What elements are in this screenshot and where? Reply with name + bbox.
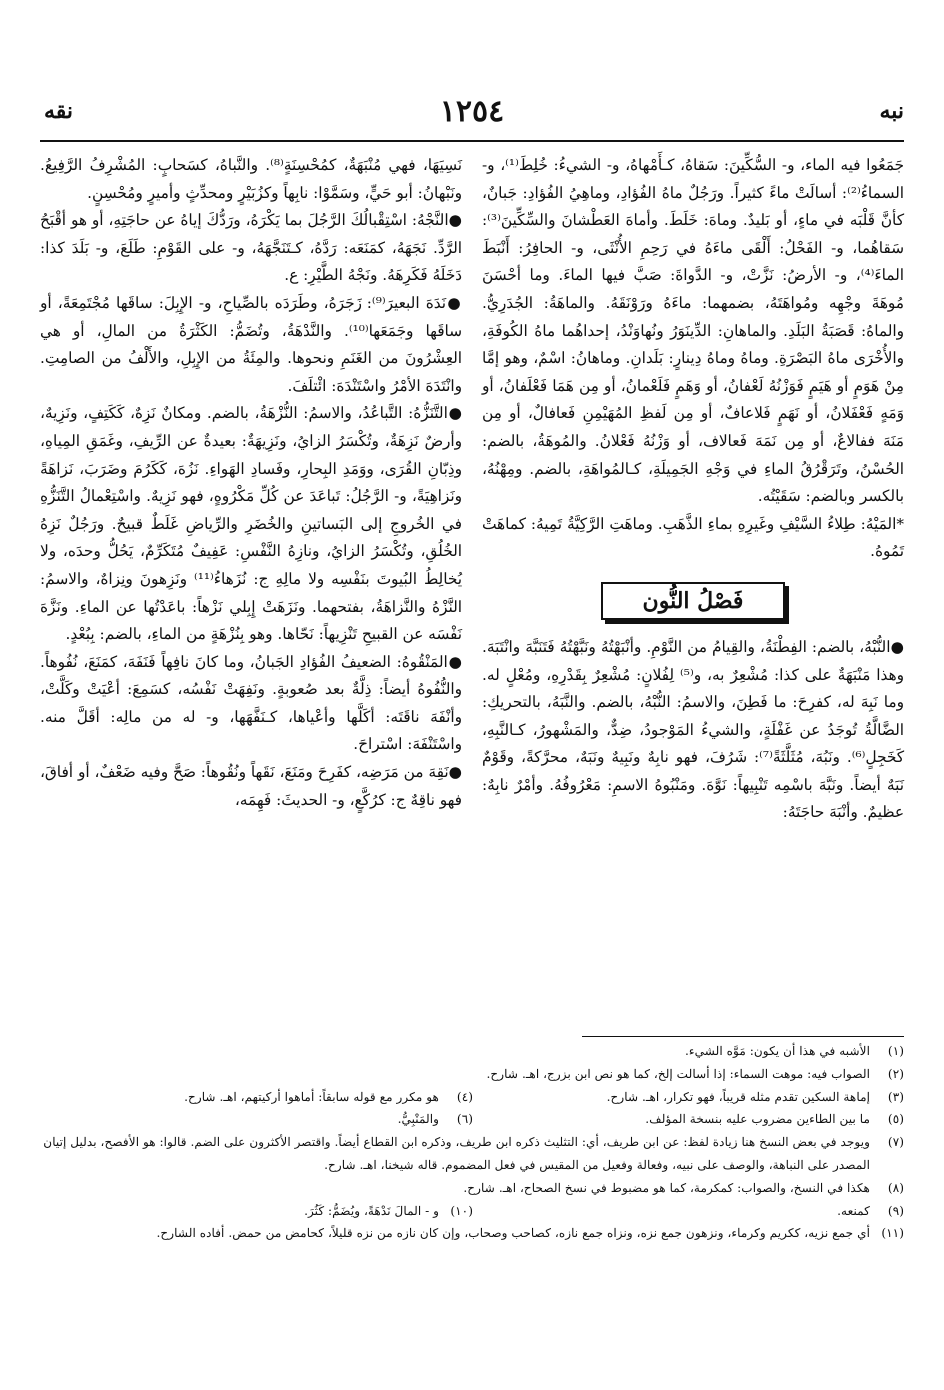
- left-column: [40, 152, 462, 814]
- entry-paragraph: ●النُّبْهُ، بالضم: الفِطْنَةُ، والقِيامُ من النَّوْمِ. وأنْبَهْتُهُ ونَبَّهْتُهُ فَتَنَبَّهَ وانْتَبَهَ. وهذا مَنْبَهَةٌ على كذا: مُشْعِرٌ به، و⁽⁵⁾ لِفُلانٍ: مُشْعِرٌ بِقَدْرِهِ، ومُعْلٍ له. وما نَبِهَ له، كفرِحَ: ما فَطِنَ، والاسمُ: النُّبْهُ، بالضم. والنَّبَهُ، بالتحريكِ: الضَّالَّةُ تُوجَدُ عن غَفْلَةٍ، والشيءُ المَوْجودُ، ضِدٌّ، والمَشْهورُ، كـالنَّبِهِ، كَخَجِلٍ⁽⁶⁾. ونَبُهَ، مُثَلَّثَةً⁽⁷⁾: شَرُفَ، فهو نابِهٌ ونَبِيهٌ ونَبَهٌ، محرَّكةً، وقَوْمٌ نَبَهٌ أيضاً. ونَبَّهَ باسْمِه تَنْبِيهاً: نَوَّهَ. ومَنْبُوهُ الاسمِ: مَعْرُوفُهُ. وأمْرٌ نابِهٌ: عظيمٌ. وأنْبَهَ حاجَتَهُ:: [482, 637, 904, 822]
- footnote-text: الصواب فيه: موهت السماء: إذا أسالت إلخ، كما هو نص ابن بزرج، اهـ. شارح.: [486, 1066, 870, 1081]
- footnote-number: (٧): [887, 1135, 904, 1150]
- entry-paragraph: ●النَّجْهُ: اسْتِقْبالُكَ الرَّجُلَ بما يَكْرَهُ، ورَدُّكَ إياهُ عن حاجَتِهِ، أو هو أقْبَحُ الرَّدِّ. نَجَهَهُ، كمَنَعَه: رَدَّهُ، كـتَنَجَّهَهُ، و- على القَوْمِ: طَلَعَ، و- بَلَدَ كذا: دَخَلَهُ فَكَرِهَهُ. ونَجْهُ الطَّيْرِ: ع.: [40, 211, 462, 285]
- footnotes: [42, 1040, 904, 1245]
- footnote-pair: [42, 1108, 904, 1131]
- footnote-number: (١): [887, 1044, 904, 1058]
- footnote-text: إماهة السكين تقدم مثله قريباً، فهو تكرار، اهـ. شارح.: [606, 1089, 870, 1104]
- footnote-number: (٣): [887, 1089, 904, 1104]
- entry-paragraph: ●المَنْقُوهُ: الضعيفُ الفُؤادِ الجَبانُ، وما كانَ نافِهاً فَنَفَهَ، كمَنَعَ، نُفُوهاً. والنُّفُوهُ أيضاً: ذِلَّةٌ بعد صُعوبةٍ. ونَفِهَتْ نَفْسُه، كسَمِعَ: أعْيَتْ وكَلَّتْ، وأنْفَهَ ناقَتَه: أكَلَّها وأعْياها، كـنَفَّهَها، و- له من مالِه: أقَلَّ منه. واسْتَنْفَهَ: اسْتراحَ.: [40, 652, 462, 754]
- footnote-pair: [42, 1200, 904, 1223]
- entry-paragraph: *المَيْهُ: طِلاءُ السَّيْفِ وغَيرِهِ بماءِ الذَّهَبِ. وماهَتِ الرَّكِيَّةُ تَمِيهُ: كماهَتْ تَمُوهُ.: [482, 514, 904, 561]
- page-number: ١٢٥٤: [439, 94, 505, 129]
- footnote-number: (٤): [456, 1089, 473, 1104]
- footnote-text: أي جمع نزيه، ككريم وكرماء، ونزهون جمع نزه، ونزاه جمع نازه، كصاحب وصحاب، وإن كان نازه من نزه قليلاً، كحامض من حمض. أفاده الشارح.: [156, 1226, 870, 1241]
- footnote-number: (٦): [456, 1112, 473, 1127]
- footnote: [42, 1177, 904, 1200]
- footnote-number: (٩): [887, 1203, 904, 1218]
- footnote-text: هو مكرر مع قوله سابقاً: أماهوا أركيتهم، اهـ. شارح.: [184, 1089, 439, 1104]
- footnote-text: هكذا في النسخ، والصواب: كمكرمة، كما هو مضبوط في نسخ الصحاح، اهـ. شارح.: [463, 1180, 870, 1195]
- entry-paragraph: نَسِيَهَا، فهي مُنْبَهَةٌ، كمُحْسِنَةٍ⁽⁸⁾. والنَّباهُ، كسَحابٍ: المُشْرِفُ الرَّفِيعُ. ونَبْهانُ: أبو حَيٍّ، وسَمَّوْا: نابِهاً وكزُبَيْرٍ ومحدِّثٍ وأميرٍ ومُحْسِنٍ.: [40, 156, 462, 202]
- header-left-word: نقه: [44, 98, 74, 124]
- footnote: [42, 1222, 904, 1245]
- entry-paragraph: ●نَدَهَ البعيرَ⁽⁹⁾: زَجَرَهُ، وطَرَدَه بالصِّياحِ، و- الإِبِلَ: ساقَها مُجْتَمِعَةً، أو ساقَها وجَمَعَها⁽¹⁰⁾. والنَّدْهَةُ، وتُضَمُّ: الكَثْرَةُ من المالِ، أو هي العِشْرُونَ من الغَنَمِ ونحوها. والمِئَةُ من الإِبِلِ، والأَلْفُ من الصامِتِ. وانْتَدَهَ الأمْرُ واسْتَنْدَهَ: ائْتلَفَ.: [40, 293, 463, 395]
- footnote-text: الأشبه في هذا أن يكون: مَوَّه الشيء.: [685, 1044, 870, 1058]
- footnote-number: (٨): [887, 1180, 904, 1195]
- footnote-text: ما بين الطاءين مضروب عليه بنسخة المؤلف.: [645, 1112, 870, 1127]
- entry-paragraph: ●نَقِهَ من مَرَضِه، كفَرِحَ ومَنَعَ، نَقَهاً ونُقُوهاً: صَحَّ وفيه ضَعْفٌ، أو أفاقَ، فهو ناقِهٌ ج: كرُكَّعٍ، و- الحديثَ: فَهِمَه،: [40, 763, 462, 809]
- footnote-text: كمنعه.: [837, 1203, 870, 1218]
- footnote: [42, 1063, 904, 1086]
- right-column: [482, 152, 904, 827]
- footnote-rule: [582, 1036, 904, 1037]
- header-rule: [40, 140, 904, 142]
- footnote-text: ويوجد في بعض النسخ هنا زيادة لفظ: عن ابن طريف، أي: التثليث ذكره ابن طريف، وذكره ابن القطاع أيضاً. واقتصر الأكثرون على الضم. قالوا: هو الأفصح، بدليل إتيان المصدر على النباهة، والوصف على نبيه، وفعالة وفعيل من المقيس في فعل المضموم. قاله شيخنا، اهـ. شارح.: [43, 1135, 870, 1172]
- footnote-number: (٥): [887, 1112, 904, 1127]
- footnote: [42, 1040, 904, 1063]
- footnote: [42, 1131, 904, 1177]
- footnote-text: والمَنْبِيُّ.: [397, 1112, 439, 1127]
- footnote-number: (١١): [881, 1226, 904, 1241]
- entry-paragraph: جَمَعُوا فيه الماء، و- السُّكِّينَ: سَقاهُ، كـأَمْهاهُ، و- الشيءُ: خُلِطَ⁽¹⁾، و- السماءُ⁽²⁾: أسالَتْ ماءً كثيراً. ورَجُلٌ ماهُ الفُؤادِ، وماهِيُ الفُؤادِ: جَبانٌ، كأنَّ قَلْبَه في ماءٍ، أو بَليدٌ. وماهَ: خَلَطَ. وأماهَ العَطْشانَ والسِّكِّينَ⁽³⁾: سَقاهُما، و- الفَحْلُ: أَلْقَى ماءَهُ في رَحِمِ الأُنْثَى، و- الحافِرُ: أَنْبَطَ الماءَ⁽⁴⁾، و- الأرضُ: نَزَّتْ، و- الدَّواةَ: صَبَّ فيها الماءَ. وما أحْسَنَ مُوهَةَ وجْهِه ومُواهَتَهُ، بضمهما: ماءَهُ ورَوْنَقَهُ. والماهَةُ: الجُدَرِيُّ. والماهُ: قَصَبَةُ البَلَدِ. والماهانِ: الدِّينَوَرُ ونُهاوَنْدُ، إحداهُما ماهُ الكُوفَةِ، والأُخْرَى ماهُ البَصْرَةِ. وماهُ وماهُ دِينارٍ: بَلَدانِ. وماهانُ: اسْمٌ، وهو إمَّا مِنْ هَوَمٍ أو هَيَمٍ فَوَزْنُهُ لَعْفانُ، أو وَهَمٍ فَلَعْمانُ، أو مِن هَمَا فَعْلَفانُ، أو وَمَهٍ فَعْفَلانُ، أو نَهَمٍ فَلاعافٌ، أو مِن لَفظِ المُهَيْمِنِ فَعافالٌ، أو مِن مَنَهَ ففالاعٌ، أو مِن نَمَهَ فَعالاف، أو وَزْنُهُ فَعْلانُ. والمُوهَةُ، بالضم: الحُسْنُ، وتَرَقْرُقُ الماءِ في وَجْهِ الجَمِيلَةِ، كـالمُواهَةِ، بالضم. ومِهْنُهُ، بالكسر وبالضم: سَقَيْتُه.: [482, 156, 904, 506]
- entry-paragraph: ●التَّنَزُّهُ: التَّباعُدُ، والاسمُ: النُّزْهَةُ، بالضم. ومكانٌ نَزِهٌ، كَكَتِفٍ، ونَزِيهٌ، وأرضٌ نَزِهَةٌ، وتُكْسَرُ الزايُ، ونَزِيهَةٌ: بعيدةٌ عن الرِّيفِ، وغَمَقِ المِياهِ، وذِبّانِ القُرَى، ووَمَدِ البِحارِ، وفَسادِ الهَواءِ. نَزُهَ، كَكَرُمَ وضَرَبَ، نَزاهَةً ونَزاهِيَةً، و- الرَّجُلُ: تَباعَدَ عن كُلِّ مَكْرُوهٍ، فهو نَزِيهٌ. واسْتِعْمالُ التَّنَزُّهِ في الخُروجِ إلى البَساتينِ والخُضَرِ والرِّياضِ غَلَطٌ قبيحٌ. ورَجُلٌ نَزِهُ الخُلُقِ، وتُكْسَرُ الزايُ، ونازِهُ النَّفْسِ: عَفِيفٌ مُتَكَرِّمٌ، يَحُلُّ وحدَه، ولا يُخالِطُ البُيوتَ بنَفْسِه ولا مالِهِ ج: نُزَهاءُ⁽¹¹⁾ ونَزِهونَ ونِزاهٌ، والاسمُ: النَّزْهُ والنَّزاهَةُ، بفتحهما. ونَزَهَتْ إِبِلي نَزْهاً: باعَدْتُها عن الماءِ. ونَزَّهَ نَفْسَه عن القبيحِ تَنْزِيهاً: نَحّاها. وهو بِنُزْهَةٍ من الماءِ، بالضم: بِبُعْدٍ.: [40, 404, 462, 644]
- section-title: فَصْلُ النُّون: [601, 582, 785, 620]
- footnote-pair: [42, 1086, 904, 1109]
- footnote-number: (١٠): [450, 1203, 473, 1218]
- header-right-word: نبه: [879, 98, 904, 124]
- footnote-number: (٢): [887, 1066, 904, 1081]
- footnote-text: و - المالَ نَدْهَةً، ويُضَمُّ: كَثُرَ.: [304, 1203, 439, 1218]
